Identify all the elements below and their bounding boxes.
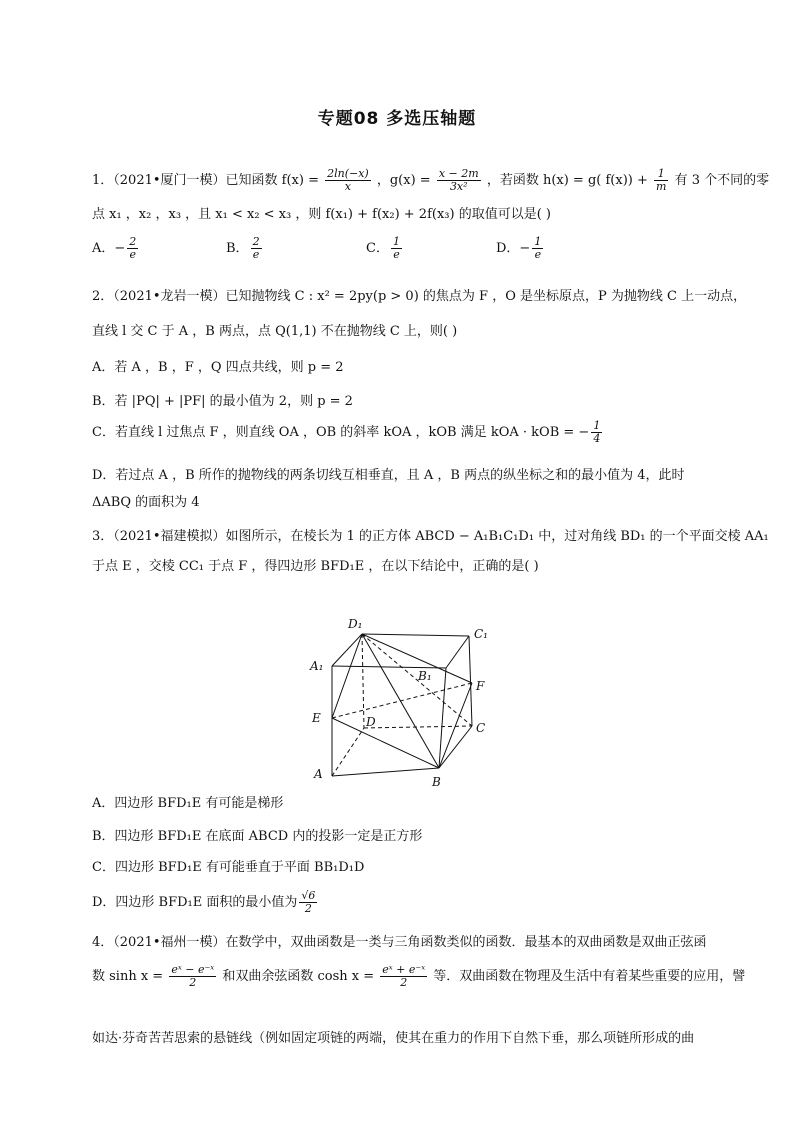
option-label: D．− xyxy=(496,241,531,256)
q3-option-a[interactable]: A．四边形 BFD₁E 有可能是梯形 xyxy=(92,796,284,811)
option-label: A．− xyxy=(92,241,126,256)
q2-option-d[interactable]: D．若过点 A ，B 所作的抛物线的两条切线互相垂直，且 A ，B 两点的纵坐标之和的最小值为 4，此时 xyxy=(92,468,685,483)
label-d: D xyxy=(366,715,376,729)
q4-line3: 如达·芬奇苦苦思索的悬链线（例如固定项链的两端，使其在重力的作用下自然下垂，那么项链所形成的曲 xyxy=(92,1031,695,1046)
q1-fraction-g xyxy=(437,168,481,193)
q1-text-a: 1．（2021•厦门一模）已知函数 f(x) = xyxy=(92,173,319,188)
q4-text-b: 和双曲余弦函数 cosh x = xyxy=(222,969,375,984)
denominator: e xyxy=(534,248,542,261)
q2-option-a[interactable]: A．若 A ，B ，F ，Q 四点共线，则 p = 2 xyxy=(92,360,344,375)
q3-option-b[interactable]: B．四边形 BFD₁E 在底面 ABCD 内的投影一定是正方形 xyxy=(92,829,423,844)
q1-text-b: ，g(x) = xyxy=(376,173,431,188)
label-b1: B₁ xyxy=(418,669,432,683)
label-c: C xyxy=(476,721,486,735)
q2-option-d-cont: ΔABQ 的面积为 4 xyxy=(92,495,200,510)
q2-option-c[interactable] xyxy=(92,420,604,445)
cube-figure xyxy=(304,608,504,798)
q1-fraction-f xyxy=(325,168,371,193)
page-title: 专题08 多选压轴题 xyxy=(317,109,477,129)
q1-text-d: 有 3 个不同的零 xyxy=(674,173,770,188)
q4-line1: 4．（2021•福州一模）在数学中，双曲函数是一类与三角函数类似的函数．最基本的双曲函数是双曲正弦函 xyxy=(92,935,707,950)
q4-text-a: 数 sinh x = xyxy=(92,969,164,984)
label-c1: C₁ xyxy=(474,627,488,641)
numerator: √6 xyxy=(301,889,316,902)
q2-line2: 直线 l 交 C 于 A ，B 两点，点 Q(1,1) 不在抛物线 C 上，则( ) xyxy=(92,324,458,339)
q2-line1: 2．（2021•龙岩一模）已知抛物线 C : x² = 2py(p > 0) 的焦点为 F ，O 是坐标原点，P 为抛物线 C 上一动点， xyxy=(92,289,747,304)
q1-option-c[interactable] xyxy=(366,236,404,261)
denominator: 2 xyxy=(304,902,312,915)
denominator: 2 xyxy=(400,976,408,989)
q3-line2: 于点 E ，交棱 CC₁ 于点 F ，得四边形 BFD₁E ，在以下结论中，正确的是( ) xyxy=(92,559,539,574)
denominator: e xyxy=(252,248,260,261)
numerator: eˣ − e⁻ˣ xyxy=(171,963,215,976)
q3-option-c[interactable]: C．四边形 BFD₁E 有可能垂直于平面 BB₁D₁D xyxy=(92,860,365,875)
denominator: m xyxy=(656,180,667,193)
option-text: D．四边形 BFD₁E 面积的最小值为 xyxy=(92,895,298,910)
denominator: 2 xyxy=(189,976,197,989)
denominator: 3x² xyxy=(449,180,468,193)
option-label: C． xyxy=(366,241,389,256)
q4-fraction-cosh xyxy=(380,964,427,989)
label-f: F xyxy=(476,679,485,693)
numerator: 2 xyxy=(129,235,137,248)
numerator: 1 xyxy=(593,419,601,432)
q1-option-d[interactable] xyxy=(496,236,545,261)
option-text: C．若直线 l 过焦点 F ，则直线 OA ，OB 的斜率 kOA ，kOB 满足 kOA · kOB = − xyxy=(92,425,590,440)
q4-fraction-sinh xyxy=(169,964,216,989)
numerator: eˣ + e⁻ˣ xyxy=(382,963,426,976)
label-a1: A₁ xyxy=(310,659,324,673)
q2-option-b[interactable]: B．若 |PQ| + |PF| 的最小值为 2，则 p = 2 xyxy=(92,394,353,409)
numerator: 2 xyxy=(252,235,260,248)
q3-line1: 3．（2021•福建模拟）如图所示，在棱长为 1 的正方体 ABCD − A₁B₁C₁D₁ 中，过对角线 BD₁ 的一个平面交棱 AA₁ xyxy=(92,529,769,544)
q1-line1 xyxy=(92,168,769,193)
numerator: 1 xyxy=(654,168,668,181)
q4-line2 xyxy=(92,964,745,989)
label-b: B xyxy=(432,775,441,789)
q3-option-d[interactable] xyxy=(92,890,319,915)
q1-line2: 点 x₁ ，x₂ ，x₃ ，且 x₁ < x₂ < x₃ ，则 f(x₁) + f(x₂) + 2f(x₃) 的取值可以是( ) xyxy=(92,207,551,222)
numerator: 1 xyxy=(392,235,400,248)
denominator: x xyxy=(344,180,352,193)
q1-text-c: ，若函数 h(x) = g( f(x)) + xyxy=(486,173,648,188)
q1-option-a[interactable] xyxy=(92,236,140,261)
option-label: B． xyxy=(226,241,249,256)
numerator: 1 xyxy=(534,235,542,248)
q1-fraction-m xyxy=(654,168,668,193)
numerator: 2ln(−x) xyxy=(327,167,369,180)
numerator: x − 2m xyxy=(438,167,479,180)
denominator: e xyxy=(129,248,137,261)
label-d1: D₁ xyxy=(348,617,363,631)
label-a: A xyxy=(314,767,323,781)
denominator: 4 xyxy=(593,432,601,445)
q1-option-b[interactable] xyxy=(226,236,264,261)
denominator: e xyxy=(393,248,400,261)
label-e: E xyxy=(312,711,321,725)
q4-text-c: 等．双曲函数在物理及生活中有着某些重要的应用，譬 xyxy=(433,969,746,984)
